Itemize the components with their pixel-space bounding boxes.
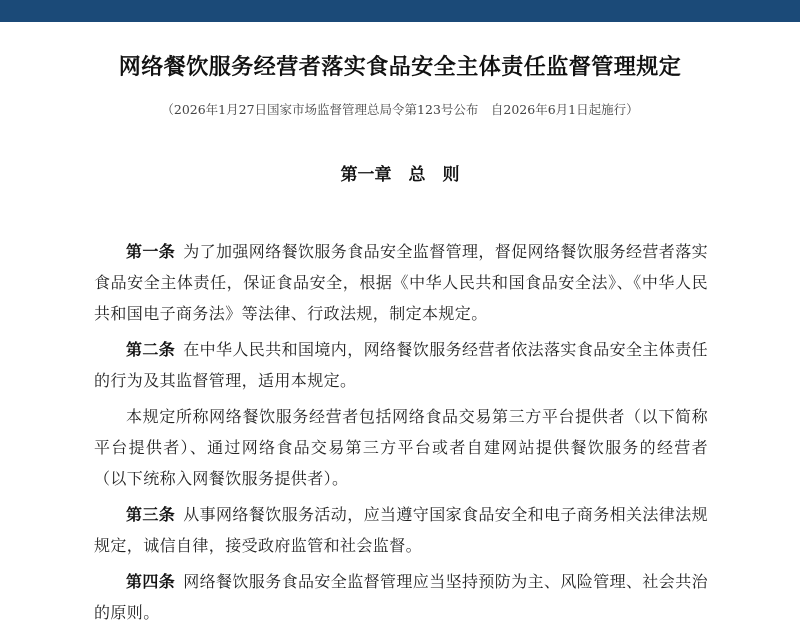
- article-2: [94, 334, 708, 396]
- article-4-label: 第四条: [126, 572, 176, 591]
- article-4-text: 网络餐饮服务食品安全监督管理应当坚持预防为主、风险管理、社会共治的原则。: [94, 572, 709, 622]
- top-banner: [0, 0, 800, 22]
- article-1-label: 第一条: [126, 242, 176, 261]
- article-3-text: 从事网络餐饮服务活动，应当遵守国家食品安全和电子商务相关法律法规规定，诚信自律，接受政府监管和社会监督。: [94, 505, 709, 555]
- document-page: [0, 22, 800, 622]
- article-4: [94, 566, 708, 628]
- article-3: [94, 499, 708, 561]
- document-title: 网络餐饮服务经营者落实食品安全主体责任监督管理规定: [118, 54, 682, 80]
- document-subtitle: （2026年1月27日国家市场监督管理总局令第123号公布 自2026年6月1日起施行）: [161, 102, 639, 117]
- article-2-paragraph-2-text: 本规定所称网络餐饮服务经营者包括网络食品交易第三方平台提供者（以下简称平台提供者）、通过网络食品交易第三方平台或者自建网站提供餐饮服务的经营者（以下统称入网餐饮服务提供者）。: [94, 407, 708, 488]
- article-3-label: 第三条: [126, 505, 176, 524]
- chapter-title: 第一章 总 则: [340, 165, 460, 185]
- article-1: [94, 236, 708, 329]
- article-2-label: 第二条: [126, 340, 176, 359]
- article-2-text: 在中华人民共和国境内，网络餐饮服务经营者依法落实食品安全主体责任的行为及其监督管理，适用本规定。: [94, 340, 709, 390]
- article-2-paragraph-2: [94, 401, 708, 494]
- article-1-text: 为了加强网络餐饮服务食品安全监督管理，督促网络餐饮服务经营者落实食品安全主体责任，保证食品安全，根据《中华人民共和国食品安全法》、《中华人民共和国电子商务法》等法律、行政法规，制定本规定。: [94, 242, 709, 323]
